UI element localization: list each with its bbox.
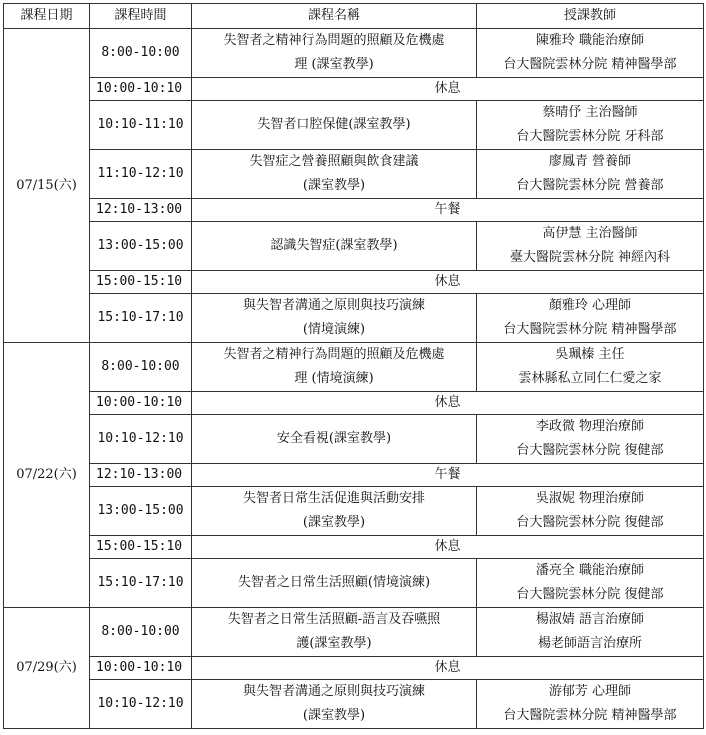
course-time-cell: 13:00-15:00 [90, 487, 192, 536]
course-name-cell [192, 559, 477, 608]
table-row [4, 29, 704, 78]
course-time-cell: 10:00-10:10 [90, 657, 192, 680]
course-name-cell [192, 222, 477, 271]
teacher-cell [477, 487, 704, 536]
teacher-line: 吳珮榛 主任 [555, 347, 625, 362]
teacher-line: 高伊慧 主治醫師 [542, 226, 638, 241]
break-row [4, 464, 704, 487]
teacher-cell [477, 608, 704, 657]
course-date-cell: 07/15(六) [4, 29, 90, 343]
break-row [4, 657, 704, 680]
course-name-line: (課室教學) [302, 515, 366, 530]
teacher-cell [477, 150, 704, 199]
course-time-cell: 10:10-12:10 [90, 415, 192, 464]
break-row [4, 78, 704, 101]
teacher-line: 陳雅玲 職能治療師 [535, 33, 645, 48]
course-schedule-table [3, 3, 704, 729]
teacher-cell [477, 101, 704, 150]
course-time-cell: 15:10-17:10 [90, 559, 192, 608]
table-row [4, 487, 704, 536]
course-time-cell: 8:00-10:00 [90, 29, 192, 78]
header-row [4, 4, 704, 29]
course-name-cell [192, 608, 477, 657]
teacher-line: 廖鳳青 營養師 [548, 154, 632, 169]
break-row [4, 392, 704, 415]
table-row [4, 559, 704, 608]
teacher-cell [477, 294, 704, 343]
break-row [4, 536, 704, 559]
header-teacher: 授課教師 [477, 4, 704, 29]
table-row [4, 608, 704, 657]
break-label-cell: 休息 [192, 536, 704, 559]
course-name-line: 與失智者溝通之原則與技巧演練 [242, 684, 425, 699]
table-row [4, 222, 704, 271]
teacher-line: 台大醫院雲林分院 牙科部 [516, 129, 664, 144]
course-name-cell [192, 294, 477, 343]
course-time-cell: 8:00-10:00 [90, 608, 192, 657]
course-name-line: 失智者之精神行為問題的照顧及危機處 [223, 33, 445, 48]
teacher-line: 游郁芳 心理師 [548, 684, 632, 699]
course-name-cell [192, 29, 477, 78]
table-row [4, 415, 704, 464]
course-name-line: 護(課室教學) [296, 636, 372, 651]
course-name-line: 失智者之精神行為問題的照顧及危機處 [223, 347, 445, 362]
course-time-cell: 13:00-15:00 [90, 222, 192, 271]
course-time-cell: 11:10-12:10 [90, 150, 192, 199]
course-time-cell: 10:00-10:10 [90, 78, 192, 101]
teacher-line: 顏雅玲 心理師 [548, 298, 632, 313]
teacher-line: 吳淑妮 物理治療師 [535, 491, 645, 506]
course-name-line: 與失智者溝通之原則與技巧演練 [242, 298, 425, 313]
course-name-line: (情境演練) [302, 322, 366, 337]
course-time-cell: 12:10-13:00 [90, 199, 192, 222]
schedule-body [4, 29, 704, 729]
course-time-cell: 8:00-10:00 [90, 343, 192, 392]
course-name-line: 理 (情境演練) [294, 371, 374, 386]
teacher-cell [477, 343, 704, 392]
course-name-line: 認識失智症(課室教學) [270, 238, 398, 253]
course-time-cell: 15:00-15:10 [90, 271, 192, 294]
teacher-cell [477, 415, 704, 464]
teacher-cell [477, 29, 704, 78]
teacher-line: 台大醫院雲林分院 復健部 [516, 515, 664, 530]
teacher-cell [477, 222, 704, 271]
table-row [4, 343, 704, 392]
course-name-cell [192, 415, 477, 464]
course-time-cell: 15:00-15:10 [90, 536, 192, 559]
course-name-line: (課室教學) [302, 708, 366, 723]
teacher-line: 台大醫院雲林分院 精神醫學部 [503, 708, 677, 723]
course-time-cell: 10:10-11:10 [90, 101, 192, 150]
break-label-cell: 休息 [192, 271, 704, 294]
course-name-line: 失智症之營養照顧與飲食建議 [249, 154, 419, 169]
table-row [4, 150, 704, 199]
course-name-cell [192, 680, 477, 729]
break-label-cell: 休息 [192, 78, 704, 101]
teacher-line: 潘亮全 職能治療師 [535, 563, 645, 578]
course-time-cell: 12:10-13:00 [90, 464, 192, 487]
teacher-line: 蔡晴伃 主治醫師 [542, 105, 638, 120]
teacher-cell [477, 559, 704, 608]
header-course-name: 課程名稱 [192, 4, 477, 29]
course-name-line: 失智者之日常生活照顧-語言及吞嚥照 [227, 612, 441, 627]
course-time-cell: 10:10-12:10 [90, 680, 192, 729]
course-name-cell [192, 487, 477, 536]
course-time-cell: 10:00-10:10 [90, 392, 192, 415]
table-row [4, 101, 704, 150]
course-name-line: 理 (課室教學) [294, 57, 374, 72]
break-row [4, 271, 704, 294]
teacher-line: 楊老師語言治療所 [537, 636, 642, 651]
break-label-cell: 休息 [192, 657, 704, 680]
course-name-cell [192, 343, 477, 392]
course-name-line: (課室教學) [302, 178, 366, 193]
teacher-line: 楊淑婧 語言治療師 [535, 612, 645, 627]
header-date: 課程日期 [4, 4, 90, 29]
teacher-line: 台大醫院雲林分院 精神醫學部 [503, 57, 677, 72]
teacher-line: 臺大醫院雲林分院 神經內科 [509, 250, 671, 265]
teacher-line: 台大醫院雲林分院 復健部 [516, 587, 664, 602]
course-name-line: 失智者之日常生活照顧(情境演練) [237, 575, 431, 590]
table-row [4, 294, 704, 343]
break-label-cell: 休息 [192, 392, 704, 415]
course-name-line: 失智者日常生活促進與活動安排 [242, 491, 425, 506]
break-label-cell: 午餐 [192, 199, 704, 222]
teacher-line: 台大醫院雲林分院 營養部 [516, 178, 664, 193]
header-time: 課程時間 [90, 4, 192, 29]
course-name-cell [192, 101, 477, 150]
course-date-cell: 07/22(六) [4, 343, 90, 608]
teacher-line: 台大醫院雲林分院 精神醫學部 [503, 322, 677, 337]
course-name-cell [192, 150, 477, 199]
table-row [4, 680, 704, 729]
break-row [4, 199, 704, 222]
course-name-line: 安全看視(課室教學) [276, 431, 392, 446]
course-name-line: 失智者口腔保健(課室教學) [257, 117, 411, 132]
teacher-cell [477, 680, 704, 729]
teacher-line: 台大醫院雲林分院 復健部 [516, 443, 664, 458]
course-date-cell: 07/29(六) [4, 608, 90, 729]
teacher-line: 雲林縣私立同仁仁愛之家 [518, 371, 662, 386]
break-label-cell: 午餐 [192, 464, 704, 487]
teacher-line: 李政微 物理治療師 [535, 419, 645, 434]
course-time-cell: 15:10-17:10 [90, 294, 192, 343]
